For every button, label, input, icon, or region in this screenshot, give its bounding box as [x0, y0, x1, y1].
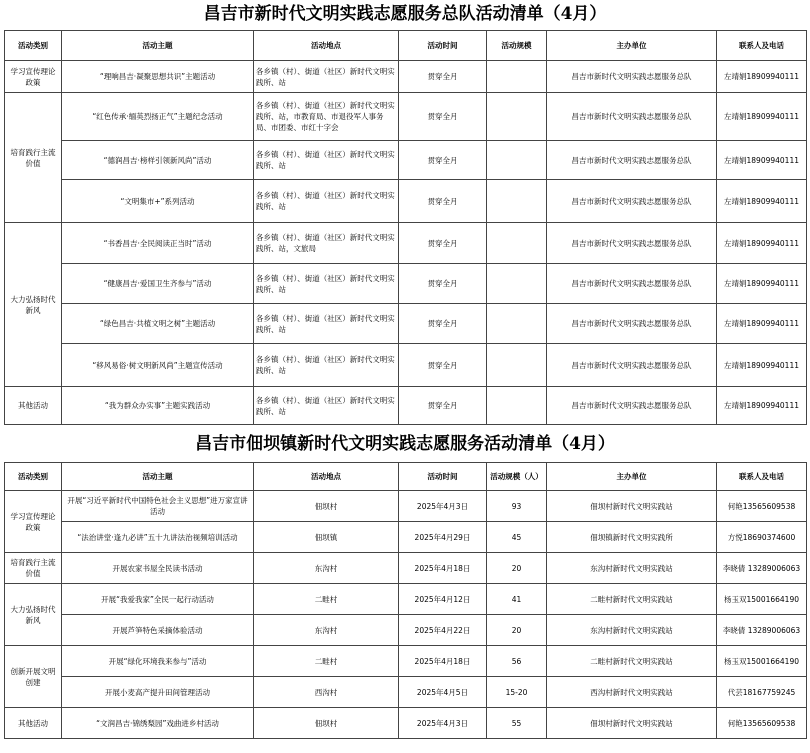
header-organizer: 主办单位	[547, 463, 717, 491]
table-row	[5, 522, 807, 553]
activity-table-general	[4, 30, 807, 425]
theme-cell: “我为群众办实事”主题实践活动	[62, 387, 254, 425]
place-cell: 各乡镇（村）、街道（社区）新时代文明实践所、站	[254, 264, 399, 304]
theme-cell: 开展“绿化环境我来参与”活动	[62, 646, 254, 677]
header-scale: 活动规模（人）	[487, 463, 547, 491]
header-time: 活动时间	[399, 463, 487, 491]
theme-cell: “法治讲堂·逢九必讲”五十九讲法治视频培训活动	[62, 522, 254, 553]
time-cell: 贯穿全月	[399, 141, 487, 180]
organizer-cell: 昌吉市新时代文明实践志愿服务总队	[547, 93, 717, 141]
scale-cell: 15-20	[487, 677, 547, 708]
contact-cell: 左靖娟18909940111	[717, 304, 807, 344]
category-cell: 大力弘扬时代新风	[5, 223, 62, 387]
place-cell: 各乡镇（村）、街道（社区）新时代文明实践所、站	[254, 61, 399, 93]
organizer-cell: 昌吉市新时代文明实践志愿服务总队	[547, 264, 717, 304]
contact-cell: 左靖娟18909940111	[717, 180, 807, 223]
scale-cell: 20	[487, 553, 547, 584]
theme-cell: 开展小麦高产提升田间管理活动	[62, 677, 254, 708]
scale-cell: 41	[487, 584, 547, 615]
contact-cell: 何艳13565609538	[717, 708, 807, 739]
page-title: 昌吉市新时代文明实践志愿服务总队活动清单（4月）	[203, 4, 607, 24]
scale-cell: 93	[487, 491, 547, 522]
scale-cell	[487, 344, 547, 387]
time-cell: 贯穿全月	[399, 61, 487, 93]
header-scale: 活动规模	[487, 31, 547, 61]
organizer-cell: 佃坝村新时代文明实践站	[547, 708, 717, 739]
organizer-cell: 昌吉市新时代文明实践志愿服务总队	[547, 180, 717, 223]
scale-cell: 56	[487, 646, 547, 677]
organizer-cell: 佃坝镇新时代文明实践所	[547, 522, 717, 553]
time-cell: 2025年4月12日	[399, 584, 487, 615]
contact-cell: 左靖娟18909940111	[717, 223, 807, 264]
scale-cell	[487, 387, 547, 425]
table-header-row	[5, 463, 807, 491]
scale-cell	[487, 141, 547, 180]
organizer-cell: 昌吉市新时代文明实践志愿服务总队	[547, 61, 717, 93]
header-organizer: 主办单位	[547, 31, 717, 61]
contact-cell: 杨玉双15001664190	[717, 646, 807, 677]
theme-cell: 开展“我爱我家”全民一起行动活动	[62, 584, 254, 615]
contact-cell: 李晓倩 13289006063	[717, 615, 807, 646]
time-cell: 贯穿全月	[399, 264, 487, 304]
place-cell: 各乡镇（村）、街道（社区）新时代文明实践所、站，文旅局	[254, 223, 399, 264]
contact-cell: 李晓倩 13289006063	[717, 553, 807, 584]
header-place: 活动地点	[254, 463, 399, 491]
contact-cell: 左靖娟18909940111	[717, 387, 807, 425]
scale-cell	[487, 180, 547, 223]
organizer-cell: 昌吉市新时代文明实践志愿服务总队	[547, 223, 717, 264]
table-row	[5, 304, 807, 344]
header-theme: 活动主题	[62, 31, 254, 61]
contact-cell: 左靖娟18909940111	[717, 264, 807, 304]
category-cell: 创新开展文明创建	[5, 646, 62, 708]
time-cell: 贯穿全月	[399, 223, 487, 264]
place-cell: 东沟村	[254, 615, 399, 646]
table-row	[5, 553, 807, 584]
place-cell: 各乡镇（村）、街道（社区）新时代文明实践所、站	[254, 180, 399, 223]
scale-cell: 20	[487, 615, 547, 646]
time-cell: 贯穿全月	[399, 180, 487, 223]
category-cell: 大力弘扬时代新风	[5, 584, 62, 646]
table-row	[5, 646, 807, 677]
scale-cell	[487, 223, 547, 264]
section-title: 昌吉市佃坝镇新时代文明实践志愿服务活动清单（4月）	[195, 434, 615, 454]
organizer-cell: 昌吉市新时代文明实践志愿服务总队	[547, 141, 717, 180]
organizer-cell: 西沟村新时代文明实践站	[547, 677, 717, 708]
theme-cell: “红色传承·缅英烈扬正气”主题纪念活动	[62, 93, 254, 141]
header-contact: 联系人及电话	[717, 31, 807, 61]
time-cell: 2025年4月29日	[399, 522, 487, 553]
table-row	[5, 180, 807, 223]
scale-cell	[487, 93, 547, 141]
scale-cell: 45	[487, 522, 547, 553]
time-cell: 贯穿全月	[399, 304, 487, 344]
scale-cell	[487, 61, 547, 93]
table-row	[5, 141, 807, 180]
contact-cell: 代芸18167759245	[717, 677, 807, 708]
activity-table-dianba	[4, 462, 807, 739]
header-contact: 联系人及电话	[717, 463, 807, 491]
contact-cell: 左靖娟18909940111	[717, 93, 807, 141]
place-cell: 各乡镇（村）、街道（社区）新时代文明实践所、站	[254, 304, 399, 344]
theme-cell: 开展芦笋特色采摘体验活动	[62, 615, 254, 646]
category-cell: 学习宣传理论政策	[5, 61, 62, 93]
place-cell: 各乡镇（村）、街道（社区）新时代文明实践所、站	[254, 141, 399, 180]
theme-cell: “绿色昌吉·共植文明之树”主题活动	[62, 304, 254, 344]
place-cell: 各乡镇（村）、街道（社区）新时代文明实践所、站	[254, 344, 399, 387]
organizer-cell: 昌吉市新时代文明实践志愿服务总队	[547, 344, 717, 387]
place-cell: 各乡镇（村）、街道（社区）新时代文明实践所、站	[254, 387, 399, 425]
organizer-cell: 昌吉市新时代文明实践志愿服务总队	[547, 304, 717, 344]
theme-cell: 开展农家书屋全民读书活动	[62, 553, 254, 584]
theme-cell: “理响昌吉·凝聚思想共识”主题活动	[62, 61, 254, 93]
category-cell: 培育践行主流价值	[5, 93, 62, 223]
organizer-cell: 二畦村新时代文明实践站	[547, 584, 717, 615]
time-cell: 2025年4月18日	[399, 646, 487, 677]
category-cell: 培育践行主流价值	[5, 553, 62, 584]
organizer-cell: 东沟村新时代文明实践站	[547, 615, 717, 646]
table-row	[5, 677, 807, 708]
category-cell: 其他活动	[5, 708, 62, 739]
place-cell: 各乡镇（村）、街道（社区）新时代文明实践所、站，市教育局、市退役军人事务局、市团委、市红十字会	[254, 93, 399, 141]
table-row	[5, 615, 807, 646]
theme-cell: “移风易俗·树文明新风尚”主题宣传活动	[62, 344, 254, 387]
table-row	[5, 344, 807, 387]
organizer-cell: 二畦村新时代文明实践站	[547, 646, 717, 677]
time-cell: 2025年4月3日	[399, 708, 487, 739]
theme-cell: “健康昌吉·爱国卫生齐参与”活动	[62, 264, 254, 304]
contact-cell: 左靖娟18909940111	[717, 344, 807, 387]
place-cell: 佃坝村	[254, 708, 399, 739]
theme-cell: “文润昌吉·锦绣梨园”戏曲进乡村活动	[62, 708, 254, 739]
header-theme: 活动主题	[62, 463, 254, 491]
table-row	[5, 387, 807, 425]
contact-cell: 左靖娟18909940111	[717, 141, 807, 180]
contact-cell: 左靖娟18909940111	[717, 61, 807, 93]
place-cell: 佃坝镇	[254, 522, 399, 553]
category-cell: 学习宣传理论政策	[5, 491, 62, 553]
time-cell: 2025年4月22日	[399, 615, 487, 646]
header-category: 活动类别	[5, 31, 62, 61]
time-cell: 贯穿全月	[399, 93, 487, 141]
table-row	[5, 264, 807, 304]
organizer-cell: 昌吉市新时代文明实践志愿服务总队	[547, 387, 717, 425]
table-row	[5, 584, 807, 615]
time-cell: 2025年4月18日	[399, 553, 487, 584]
header-category: 活动类别	[5, 463, 62, 491]
place-cell: 佃坝村	[254, 491, 399, 522]
contact-cell: 杨玉双15001664190	[717, 584, 807, 615]
place-cell: 东沟村	[254, 553, 399, 584]
theme-cell: “书香昌吉·全民阅读正当时”活动	[62, 223, 254, 264]
category-cell: 其他活动	[5, 387, 62, 425]
scale-cell	[487, 264, 547, 304]
table-row	[5, 223, 807, 264]
organizer-cell: 佃坝村新时代文明实践站	[547, 491, 717, 522]
time-cell: 2025年4月5日	[399, 677, 487, 708]
header-time: 活动时间	[399, 31, 487, 61]
place-cell: 西沟村	[254, 677, 399, 708]
theme-cell: “德润昌吉·榜样引领新风尚”活动	[62, 141, 254, 180]
contact-cell: 方悦18690374600	[717, 522, 807, 553]
theme-cell: “文明集市+”系列活动	[62, 180, 254, 223]
scale-cell	[487, 304, 547, 344]
time-cell: 2025年4月3日	[399, 491, 487, 522]
scale-cell: 55	[487, 708, 547, 739]
theme-cell: 开展“习近平新时代中国特色社会主义思想”进万家宣讲活动	[62, 491, 254, 522]
contact-cell: 何艳13565609538	[717, 491, 807, 522]
table-row	[5, 93, 807, 141]
table-header-row	[5, 31, 807, 61]
table-row	[5, 708, 807, 739]
place-cell: 二畦村	[254, 646, 399, 677]
table-row	[5, 61, 807, 93]
time-cell: 贯穿全月	[399, 344, 487, 387]
place-cell: 二畦村	[254, 584, 399, 615]
time-cell: 贯穿全月	[399, 387, 487, 425]
table-row	[5, 491, 807, 522]
organizer-cell: 东沟村新时代文明实践站	[547, 553, 717, 584]
header-place: 活动地点	[254, 31, 399, 61]
